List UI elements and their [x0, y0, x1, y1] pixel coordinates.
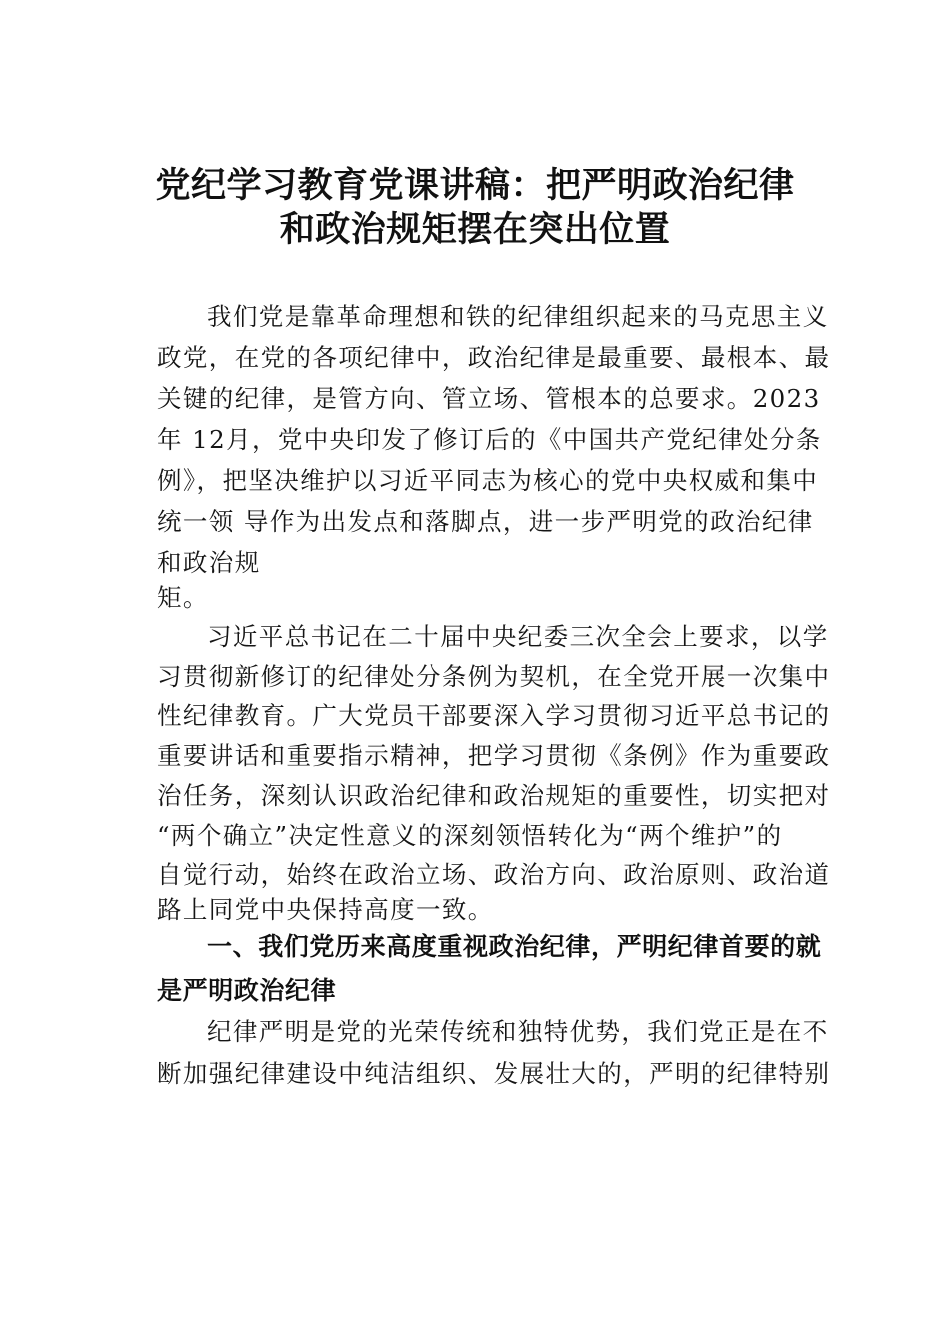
document-title-line-2: 和政治规矩摆在突出位置 [279, 210, 671, 250]
paragraph-1-line: 统一领 导作为出发点和落脚点，进一步严明党的政治纪律 [157, 507, 814, 536]
paragraph-2-line: 路上同党中央保持高度一致。 [157, 895, 494, 924]
paragraph-3-line: 纪律严明是党的光荣传统和独特优势，我们党正是在不 [207, 1017, 829, 1046]
paragraph-2-line: “两个确立”决定性意义的深刻领悟转化为“两个维护”的 [157, 821, 783, 850]
paragraph-2-line: 自觉行动，始终在政治立场、政治方向、政治原则、政治道 [157, 860, 831, 889]
section-heading-line: 是严明政治纪律 [157, 976, 337, 1005]
paragraph-1-line: 矩。 [157, 583, 209, 612]
paragraph-1-line: 年 12月，党中央印发了修订后的《中国共产党纪律处分条 [157, 425, 822, 454]
paragraph-2-line: 习近平总书记在二十届中央纪委三次全会上要求，以学 [207, 622, 829, 651]
paragraph-2-line: 性纪律教育。广大党员干部要深入学习贯彻习近平总书记的 [157, 701, 831, 730]
document-title-line-1: 党纪学习教育党课讲稿：把严明政治纪律 [155, 166, 795, 206]
paragraph-1-line: 例》，把坚决维护以习近平同志为核心的党中央权威和集中 [157, 466, 819, 495]
section-heading-line: 一、我们党历来高度重视政治纪律，严明纪律首要的就 [207, 932, 822, 961]
paragraph-2-line: 重要讲话和重要指示精神，把学习贯彻《条例》作为重要政 [157, 741, 831, 770]
paragraph-2-line: 习贯彻新修订的纪律处分条例为契机，在全党开展一次集中 [157, 662, 831, 691]
paragraph-1-line: 政党，在党的各项纪律中，政治纪律是最重要、最根本、最 [157, 343, 831, 372]
paragraph-1-line: 关键的纪律，是管方向、管立场、管根本的总要求。2023 [157, 384, 821, 413]
paragraph-2-line: 治任务，深刻认识政治纪律和政治规矩的重要性，切实把对 [157, 781, 831, 810]
paragraph-1-line: 和政治规 [157, 548, 261, 577]
paragraph-1-line: 我们党是靠革命理想和铁的纪律组织起来的马克思主义 [207, 302, 829, 331]
paragraph-3-line: 断加强纪律建设中纯洁组织、发展壮大的，严明的纪律特别 [157, 1059, 831, 1088]
